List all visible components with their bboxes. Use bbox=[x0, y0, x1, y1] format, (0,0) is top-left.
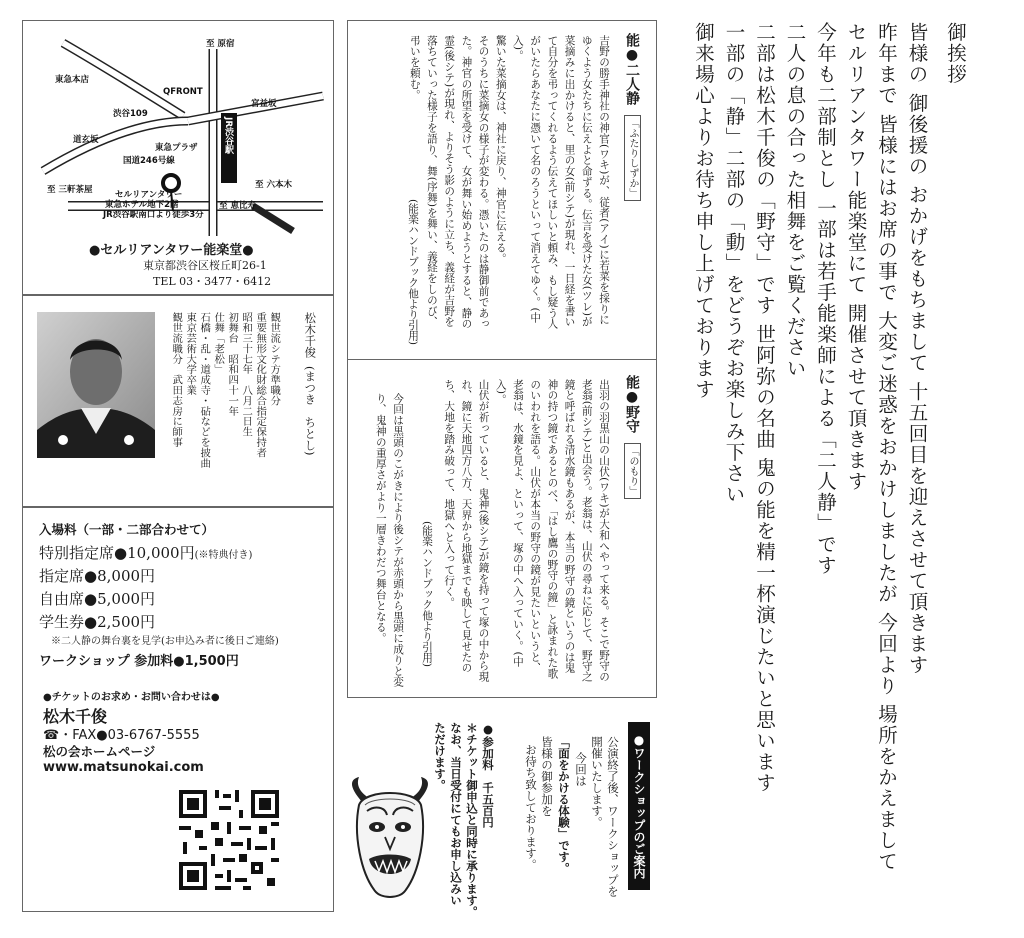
map-label: 至 六本木 bbox=[255, 180, 292, 190]
website-label: 松の会ホームページ bbox=[43, 744, 156, 759]
ticket-general: 自由席●5,000円 bbox=[39, 590, 156, 608]
map-label: 至 原宿 bbox=[206, 39, 235, 49]
ticket-footnote: ※二人静の舞台裏を見学(お申込み者に後日ご連絡) bbox=[51, 636, 279, 647]
bio-reading: (まつき ちとし) bbox=[303, 366, 318, 456]
greeting-line: 昨年まで 皆様にはお席の事で 大変ご迷惑をおかけしましたが 今回より 場所をかえまして bbox=[875, 22, 898, 872]
map-label: 宮益坂 bbox=[251, 99, 277, 109]
nomori-title bbox=[622, 375, 642, 499]
nomori-paragraph: 山伏が祈っていると、鬼神(後シテ)が鏡を持って塚の中から現れ、鏡に天地四方八方、天界から地獄までも映して見せたのち、大地を踏み破って、地獄へと入って行く。 bbox=[443, 379, 490, 683]
map-label: 東急プラザ bbox=[155, 143, 198, 153]
bio-line: 石橋・乱・道成寺・砧などを披曲 bbox=[198, 312, 211, 468]
greeting-title: 御挨拶 bbox=[944, 22, 967, 85]
workshop-fee-note: なお、当日受付にてもお申し込みい bbox=[449, 722, 463, 906]
nomori-note bbox=[366, 393, 406, 688]
jr-station-label: JR渋谷駅 bbox=[223, 117, 233, 155]
qr-code[interactable] bbox=[175, 786, 283, 894]
bio-line: 初舞台 昭和四十一年 bbox=[226, 312, 239, 416]
ticket-special-note: (※特典付き) bbox=[194, 550, 253, 561]
tickets-header: 入場料（一部・二部合わせて） bbox=[39, 522, 215, 537]
workshop-heading: ●ワークショップのご案内 bbox=[628, 722, 650, 890]
bio-line: 重要無形文化財総合指定保持者 bbox=[254, 312, 267, 458]
futari-paragraph: そのうちに菜摘女の様子が変わる。憑いたのは静御前であった。神官の所望を受けて、女が舞い始めようとすると、静の霊(後シテ)が現れ、よりそう影のように立ち、義経が吉野を落ちていった様子を語り、舞(序舞)を舞い、義経をしのび、弔いを頼む。 bbox=[408, 35, 490, 330]
greeting-line: セルリアンタワー能楽堂にて 開催させて頂きます bbox=[844, 22, 868, 492]
map-label: セルリアンタワー bbox=[115, 190, 183, 200]
ticket-student: 学生券●2,500円 bbox=[39, 613, 156, 631]
map-label: 道玄坂 bbox=[73, 135, 99, 145]
greeting bbox=[688, 22, 971, 922]
program-panel bbox=[347, 20, 657, 698]
greeting-line: 二部は松木千俊の「野守」です 世阿弥の名曲 鬼の能を精一杯演じたいと思います bbox=[753, 22, 776, 794]
greeting-line: 二人の息の合った相舞をご覧ください bbox=[783, 22, 807, 379]
ticket-special-label: 特別指定席●10,000円 bbox=[39, 544, 195, 562]
greeting-line: 今年も二部制とし 一部は若手能楽師による「二人静」です bbox=[814, 22, 837, 576]
futari-title bbox=[622, 33, 642, 201]
map-label: 至 三軒茶屋 bbox=[47, 185, 93, 195]
bio-line: 昭和三十七年 八月二日生 bbox=[240, 312, 253, 437]
performer-photo bbox=[37, 312, 155, 458]
venue-name: ●セルリアンタワー能楽堂● bbox=[89, 243, 254, 258]
futari-paragraph: 吉野の勝手神社の神官(ワキ)が、従者(アイ)に若菜を採りにゆくよう女たちに伝えよと命ずる。伝言を受けた女(ツレ)が菜摘みに出かけると、里の女(前シテ)が現れ、一日経を書いて自分を弔ってくれるよう伝えてほしいと頼み、もし疑う人がいたらあなたに憑いて名のろうといって消えてゆく。(中入)。 bbox=[511, 35, 610, 330]
workshop-line: 今回は bbox=[574, 752, 588, 787]
contact-name: 松木千俊 bbox=[43, 707, 108, 726]
inquiry-heading: ●チケットのお求め・お問い合わせは● bbox=[43, 692, 220, 703]
venue-address: 東京都渋谷区桜丘町26-1 bbox=[143, 259, 267, 272]
tickets-panel bbox=[22, 507, 334, 912]
contact-tel: ☎・FAX●03-6767-5555 bbox=[43, 728, 200, 743]
ticket-special bbox=[39, 542, 252, 563]
map-label: QFRONT bbox=[163, 87, 203, 97]
workshop-line: 「面をかける体験」です。 bbox=[557, 736, 571, 874]
futari-reading: 「ふたりしずか」 bbox=[624, 115, 641, 201]
bio-line: 観世流シテ方準職分 bbox=[268, 312, 281, 406]
nomori-reading: 「のもり」 bbox=[624, 443, 641, 499]
greeting-line: 御来場心よりお待ち申し上げております bbox=[692, 22, 715, 400]
map-label: 国道246号線 bbox=[123, 156, 175, 166]
workshop-fee-note: ＊チケット御申込と同時に承ります。 bbox=[465, 722, 479, 918]
map-label: JR渋谷駅南口より徒歩3分 bbox=[103, 210, 204, 220]
map-label: 渋谷109 bbox=[113, 109, 148, 119]
workshop-fee-note: ただけます。 bbox=[433, 722, 447, 791]
map-panel bbox=[22, 20, 334, 295]
bio-line: 仕舞「老松」 bbox=[212, 312, 225, 375]
bio-panel bbox=[22, 295, 334, 507]
map-label: 東急ホテル地下2階 bbox=[105, 200, 179, 210]
workshop-line: お待ち致しております。 bbox=[524, 744, 538, 871]
workshop-fee-price: ワークショップ 参加料●1,500円 bbox=[39, 654, 239, 669]
venue-tel: TEL 03・3477・6412 bbox=[153, 275, 272, 288]
workshop-fee: ●参加料 千五百円 bbox=[481, 722, 495, 828]
workshop-line: 皆様の御参加を bbox=[540, 736, 554, 817]
futari-title-text: 能●二人静 bbox=[624, 33, 640, 105]
program-divider bbox=[348, 359, 656, 360]
nomori-body bbox=[437, 379, 612, 684]
map-label: 東急本店 bbox=[55, 75, 90, 85]
greeting-line: 一部の「静」二部の「動」をどうぞお楽しみ下さい bbox=[722, 22, 746, 505]
website-link[interactable]: www.matsunokai.com bbox=[43, 760, 204, 775]
workshop-line: 公演終了後、ワークショップを bbox=[606, 736, 620, 897]
futari-source: (能楽ハンドブック他より引用) bbox=[407, 199, 419, 346]
hannya-mask-icon bbox=[345, 775, 435, 905]
bio-name bbox=[303, 312, 317, 455]
futari-body bbox=[408, 35, 612, 335]
greeting-line: 皆様の 御後援の おかげをもちまして 十五回目を迎えさせて頂きます bbox=[905, 22, 929, 676]
nomori-paragraph: 出羽の羽黒山の山伏(ワキ)が大和へやって来る。そこで野守の老翁(前シテ)と出会う。老翁は、山伏の尋ねに応じて、野守之鏡と呼ばれる清水鏡もあるが、本当の野守の鏡というのは鬼神の持つ鏡であるとのべ、「はし鷹の野守の鏡」と詠まれた歌のいわれを語る。山伏が本当の野守の鏡が見たいというと、老翁は、水鏡を見よ、といって、塚の中へ入っていく。(中入)。 bbox=[494, 379, 610, 683]
workshop-line: 開催いたします。 bbox=[590, 736, 604, 828]
nomori-title-text: 能●野守 bbox=[624, 375, 640, 433]
bio-name-text: 松木千俊 bbox=[303, 312, 318, 358]
map-label: 至 恵比寿 bbox=[219, 201, 256, 211]
nomori-source: (能楽ハンドブック他より引用) bbox=[421, 521, 433, 668]
ticket-reserved: 指定席●8,000円 bbox=[39, 567, 156, 585]
nomori-note-text: 今回は黒頭のこがきにより後シテが赤頭から黒頭に成りと変り、鬼神の重厚さがより一層きわだつ舞台となる。 bbox=[374, 393, 404, 688]
bio-line: 観世流職分 武田志房に師事 bbox=[170, 312, 183, 448]
futari-paragraph: 驚いた菜摘女は、神社に戻り、神官に伝える。 bbox=[494, 35, 507, 264]
bio-line: 東京芸術大学卒業 bbox=[184, 312, 197, 396]
